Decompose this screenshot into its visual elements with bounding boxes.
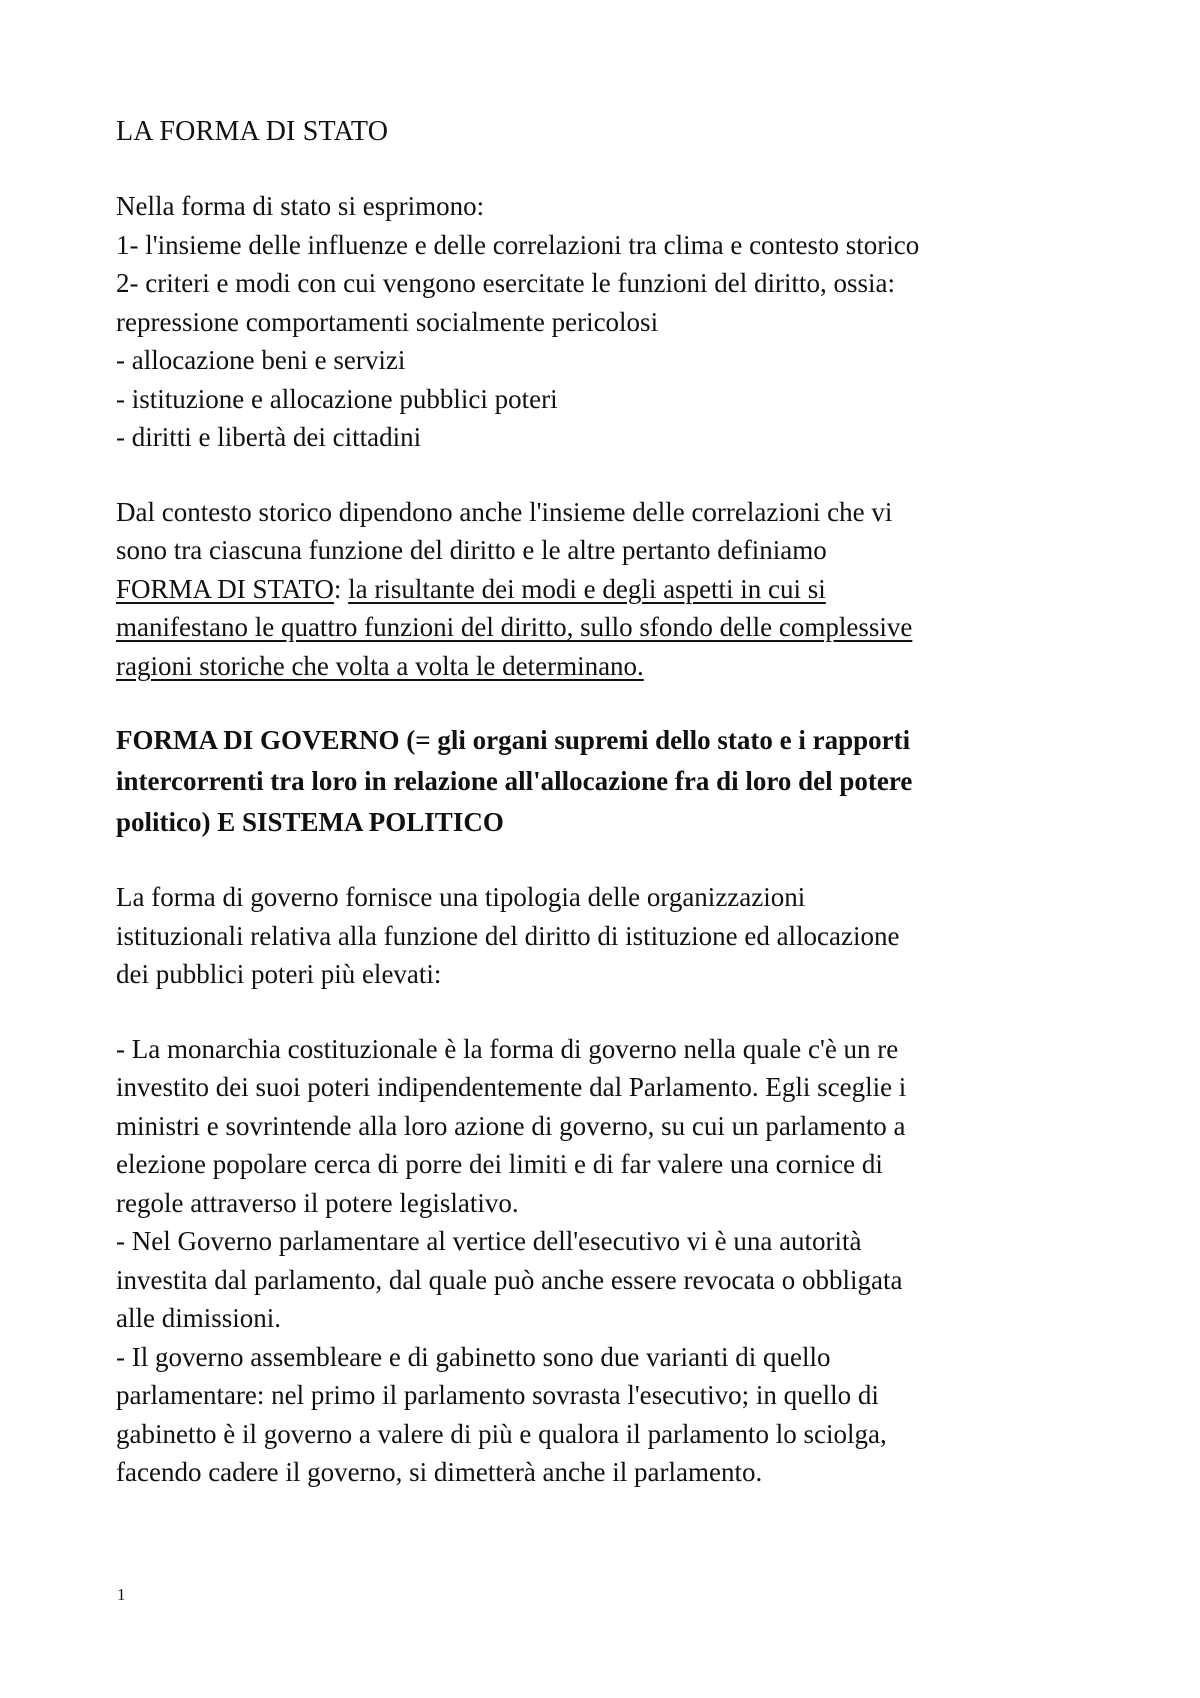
section3-line: - Nel Governo parlamentare al vertice dell'esecutivo vi è una autorità	[116, 1226, 862, 1256]
section3-line: ministri e sovrintende alla loro azione di governo, su cui un parlamento a	[116, 1110, 906, 1141]
spacer	[116, 685, 1096, 720]
spacer	[116, 152, 1096, 187]
definition-colon: :	[333, 573, 349, 604]
definition-line-2: sono tra ciascuna funzione del diritto e le altre pertanto definiamo	[116, 535, 827, 565]
page-number: 1	[117, 1585, 126, 1604]
section-heading-line-1: FORMA DI GOVERNO (= gli organi supremi dello stato e i rapporti	[116, 725, 911, 755]
definition-line-1: Dal contesto storico dipendono anche l'insieme delle correlazioni che vi	[116, 496, 893, 527]
section1-item-2: 2- criteri e modi con cui vengono esercitate le funzioni del diritto, ossia:	[116, 268, 896, 298]
section3-line: investito dei suoi poteri indipendentemente dal Parlamento. Egli sceglie i	[116, 1072, 907, 1102]
section3-line: elezione popolare cerca di porre dei limiti e di far valere una cornice di	[116, 1149, 883, 1179]
section3-line: - La monarchia costituzionale è la forma di governo nella quale c'è un re	[116, 1033, 899, 1064]
section2-line-2: istituzionali relativa alla funzione del diritto di istituzione ed allocazione	[116, 920, 900, 951]
section1-intro: Nella forma di stato si esprimono:	[116, 191, 485, 221]
section1-bullet-1: - allocazione beni e servizi	[116, 345, 406, 375]
spacer	[116, 843, 1096, 878]
definition-text-1: la risultante dei modi e degli aspetti in cui si	[348, 573, 826, 604]
document-title: LA FORMA DI STATO	[116, 116, 389, 147]
section1-bullet-2: - istituzione e allocazione pubblici poteri	[116, 383, 558, 414]
section3-line: - Il governo assembleare e di gabinetto sono due varianti di quello	[116, 1341, 831, 1372]
section3-line: facendo cadere il governo, si dimetterà anche il parlamento.	[116, 1457, 763, 1487]
spacer	[116, 994, 1096, 1030]
section1-item-2-continuation: repressione comportamenti socialmente pericolosi	[116, 306, 659, 337]
definition-text-3: ragioni storiche che volta a volta le determinano.	[116, 650, 644, 681]
section3-line: alle dimissioni.	[116, 1303, 281, 1333]
page-content	[116, 112, 1096, 1492]
section3-line: gabinetto è il governo a valere di più e qualora il parlamento lo sciolga,	[116, 1418, 887, 1449]
defined-term: FORMA DI STATO	[116, 573, 334, 604]
section3-line: regole attraverso il potere legislativo.	[116, 1187, 519, 1218]
section-heading-line-3: politico) E SISTEMA POLITICO	[116, 807, 504, 837]
definition-text-2: manifestano le quattro funzioni del diritto, sullo sfondo delle complessive	[116, 612, 913, 642]
section3-line: investita dal parlamento, dal quale può anche essere revocata o obbligata	[116, 1264, 903, 1295]
spacer	[116, 457, 1096, 493]
section2-line-3: dei pubblici poteri più elevati:	[116, 959, 442, 989]
definition-line-3	[116, 570, 1096, 609]
section3-line: parlamentare: nel primo il parlamento sovrasta l'esecutivo; in quello di	[116, 1380, 879, 1410]
section2-line-1: La forma di governo fornisce una tipologia delle organizzazioni	[116, 882, 806, 912]
section1-item-1: 1- l'insieme delle influenze e delle correlazioni tra clima e contesto storico	[116, 229, 920, 260]
section-heading-line-2: intercorrenti tra loro in relazione all'allocazione fra di loro del potere	[116, 766, 913, 796]
section1-bullet-3: - diritti e libertà dei cittadini	[116, 422, 422, 452]
